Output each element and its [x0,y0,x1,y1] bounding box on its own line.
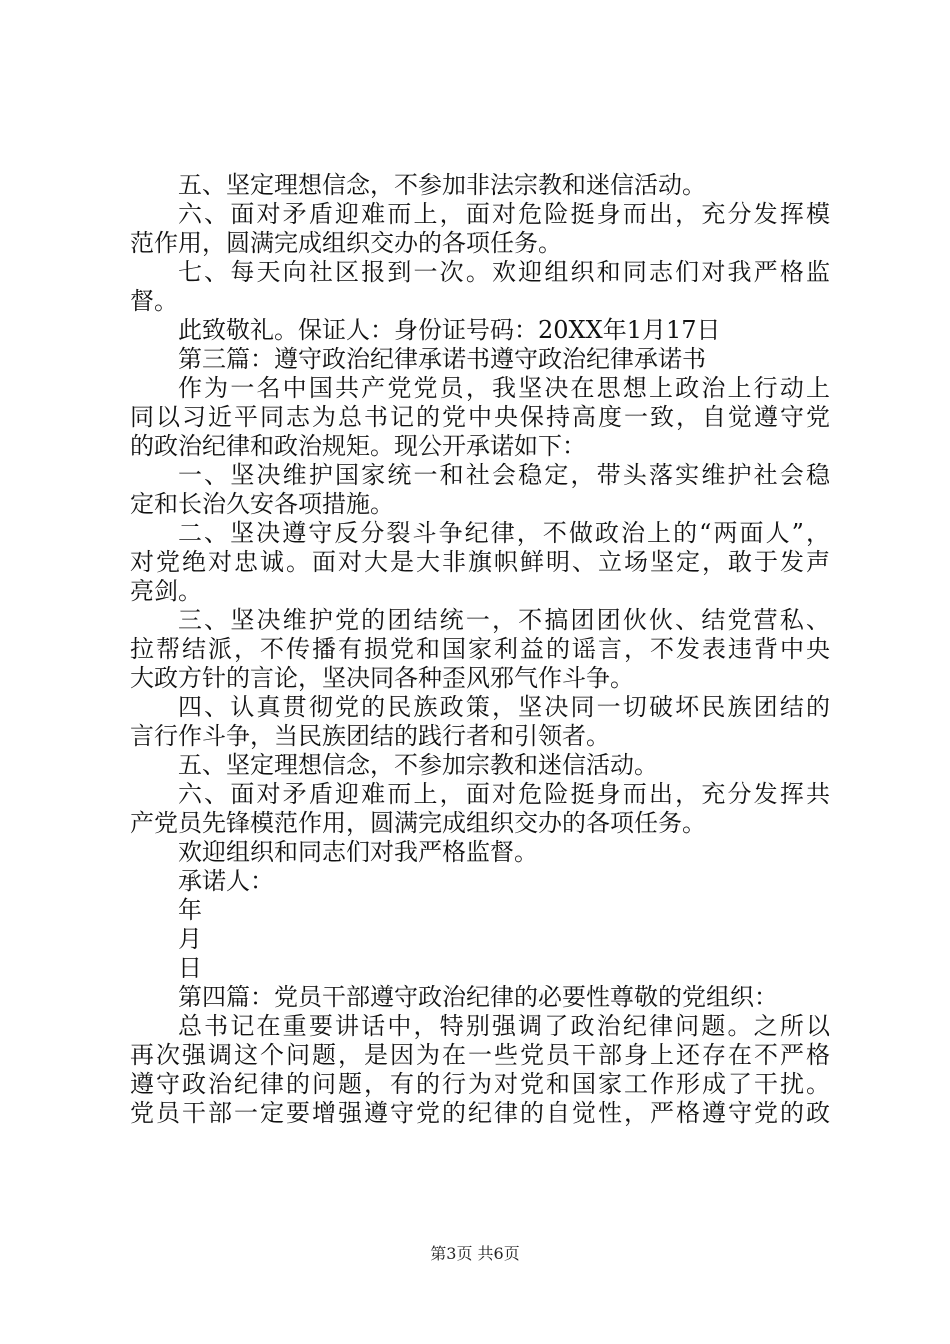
text-line: 第四篇：党员干部遵守政治纪律的必要性尊敬的党组织： [178,983,778,1011]
text-line: 言行作斗争，当民族团结的践行者和引领者。 [130,722,610,750]
text-line: 此致敬礼。保证人：身份证号码：20XX年1月17日 [178,316,721,344]
text-line: 产党员先锋模范作用，圆满完成组织交办的各项任务。 [130,809,706,837]
text-line: 作为一名中国共产党党员，我坚决在思想上政治上行动上 [178,374,830,402]
text-line: 督。 [130,287,178,315]
text-line: 三、坚决维护党的团结统一，不搞团团伙伙、结党营私、 [178,606,830,634]
text-line: 范作用，圆满完成组织交办的各项任务。 [130,229,562,257]
page-footer: 第3页 共6页 [430,1244,520,1263]
text-line: 一、坚决维护国家统一和社会稳定，带头落实维护社会稳 [178,461,830,489]
text-line: 六、面对矛盾迎难而上，面对危险挺身而出，充分发挥模 [178,200,830,228]
text-line: 五、坚定理想信念，不参加宗教和迷信活动。 [178,751,658,779]
text-line: 五、坚定理想信念，不参加非法宗教和迷信活动。 [178,171,706,199]
text-line: 日 [178,954,202,982]
text-line: 月 [178,925,202,953]
text-line: 第三篇：遵守政治纪律承诺书遵守政治纪律承诺书 [178,345,706,373]
text-line: 再次强调这个问题，是因为在一些党员干部身上还存在不严格 [130,1041,830,1069]
text-line: 拉帮结派，不传播有损党和国家利益的谣言，不发表违背中央 [130,635,830,663]
text-line: 大政方针的言论，坚决同各种歪风邪气作斗争。 [130,664,634,692]
text-line: 同以习近平同志为总书记的党中央保持高度一致，自觉遵守党 [130,403,830,431]
text-line: 党员干部一定要增强遵守党的纪律的自觉性，严格遵守党的政 [130,1099,830,1127]
text-line: 年 [178,896,202,924]
text-line: 七、每天向社区报到一次。欢迎组织和同志们对我严格监 [178,258,830,286]
text-line: 欢迎组织和同志们对我严格监督。 [178,838,538,866]
text-line: 亮剑。 [130,577,202,605]
text-line: 对党绝对忠诚。面对大是大非旗帜鲜明、立场坚定，敢于发声 [130,548,830,576]
text-line: 六、面对矛盾迎难而上，面对危险挺身而出，充分发挥共 [178,780,830,808]
text-line: 的政治纪律和政治规矩。现公开承诺如下： [130,432,586,460]
text-line: 定和长治久安各项措施。 [130,490,394,518]
document-body [130,171,830,1128]
text-line: 总书记在重要讲话中，特别强调了政治纪律问题。之所以 [178,1012,830,1040]
text-line: 承诺人： [178,867,274,895]
text-line: 遵守政治纪律的问题，有的行为对党和国家工作形成了干扰。 [130,1070,830,1098]
text-line: 二、坚决遵守反分裂斗争纪律，不做政治上的“两面人”， [178,519,830,547]
text-line: 四、认真贯彻党的民族政策，坚决同一切破坏民族团结的 [178,693,830,721]
